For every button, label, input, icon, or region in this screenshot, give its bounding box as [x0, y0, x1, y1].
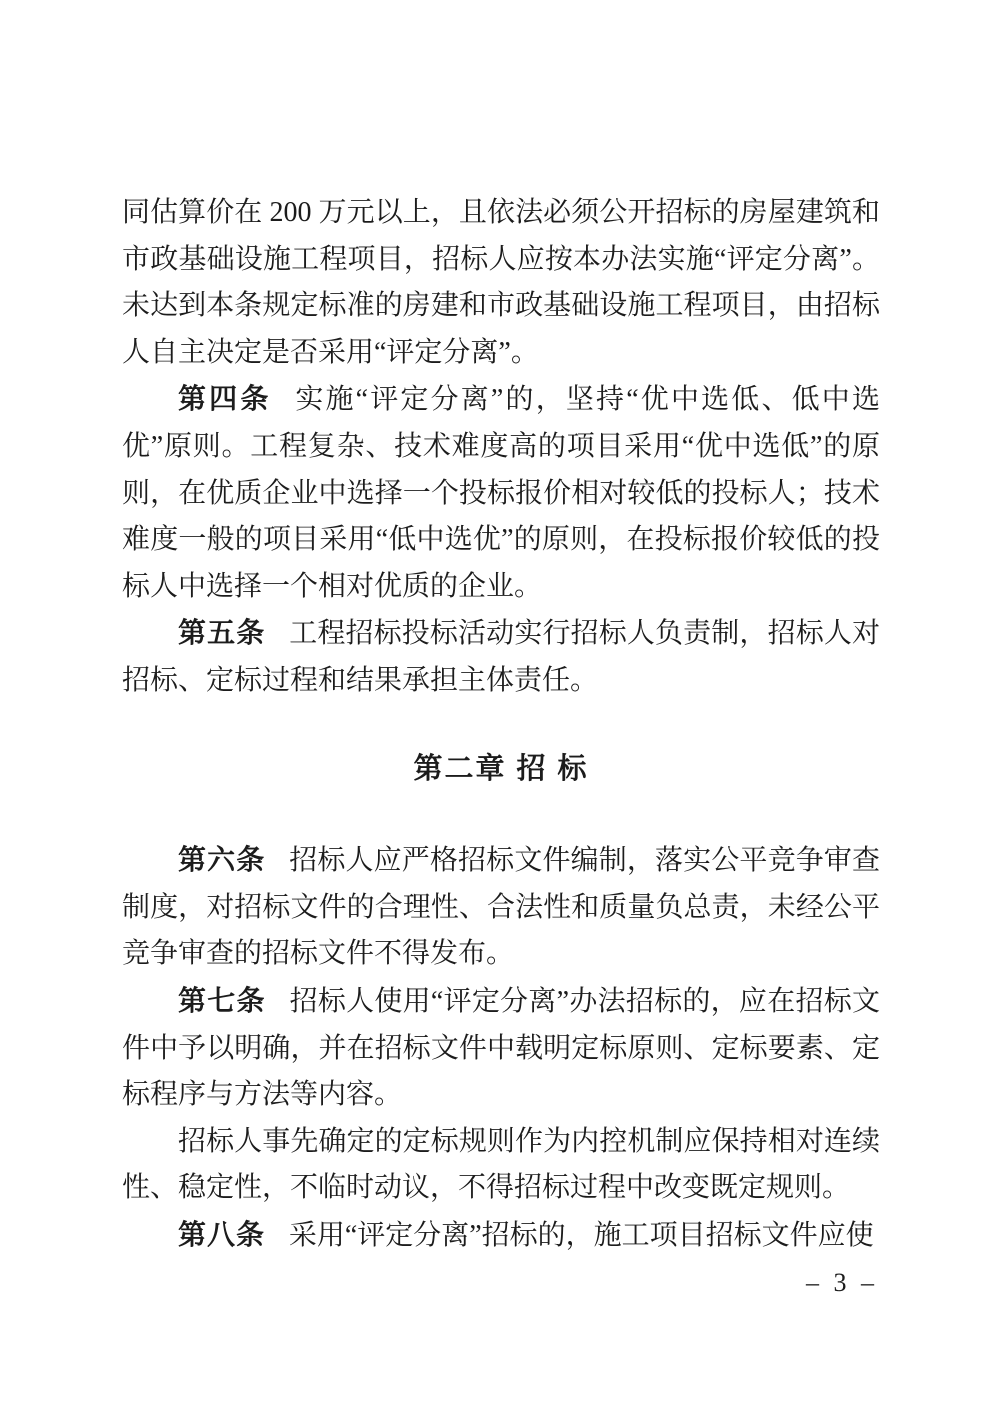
paragraph-text: 工程招标投标活动实行招标人负责制，招标人对招标、定标过程和结果承担主体责任。 [122, 618, 880, 696]
paragraph [122, 610, 880, 704]
document-body [122, 190, 880, 1259]
paragraph-text: 招标人使用“评定分离”办法招标的，应在招标文件中予以明确，并在招标文件中载明定标原则、定标要素、定标程序与方法等内容。 [122, 985, 880, 1111]
paragraph [122, 376, 880, 610]
paragraph [122, 190, 880, 376]
paragraph [122, 1212, 880, 1260]
article-number-label: 第四条 [178, 383, 272, 415]
chapter-heading: 第二章 招 标 [413, 752, 589, 785]
paragraph-text: 同估算价在 200 万元以上，且依法必须公开招标的房屋建筑和市政基础设施工程项目，招标人应按本办法实施“评定分离”。未达到本条规定标准的房建和市政基础设施工程项目，由招标人自主决定是否采用“评定分离”。 [122, 197, 880, 368]
paragraph [122, 837, 880, 978]
paragraph-text: 采用“评定分离”招标的，施工项目招标文件应使 [288, 1219, 874, 1251]
paragraph [122, 978, 880, 1119]
paragraph [122, 1119, 880, 1212]
article-number-label: 第五条 [178, 617, 266, 649]
page-number: – 3 – [806, 1268, 878, 1297]
article-number-label: 第七条 [178, 984, 266, 1016]
article-number-label: 第六条 [178, 844, 266, 876]
paragraph-text: 招标人应严格招标文件编制，落实公平竞争审查制度，对招标文件的合理性、合法性和质量负总责，未经公平竞争审查的招标文件不得发布。 [122, 845, 880, 970]
paragraph-text: 招标人事先确定的定标规则作为内控机制应保持相对连续性、稳定性，不临时动议，不得招标过程中改变既定规则。 [122, 1125, 880, 1204]
article-number-label: 第八条 [178, 1218, 266, 1250]
paragraph-text: 实施“评定分离”的，坚持“优中选低、低中选优”原则。工程复杂、技术难度高的项目采用“优中选低”的原则，在优质企业中选择一个投标报价相对较低的投标人；技术难度一般的项目采用“低中选优”的原则，在投标报价较低的投标人中选择一个相对优质的企业。 [122, 384, 880, 602]
